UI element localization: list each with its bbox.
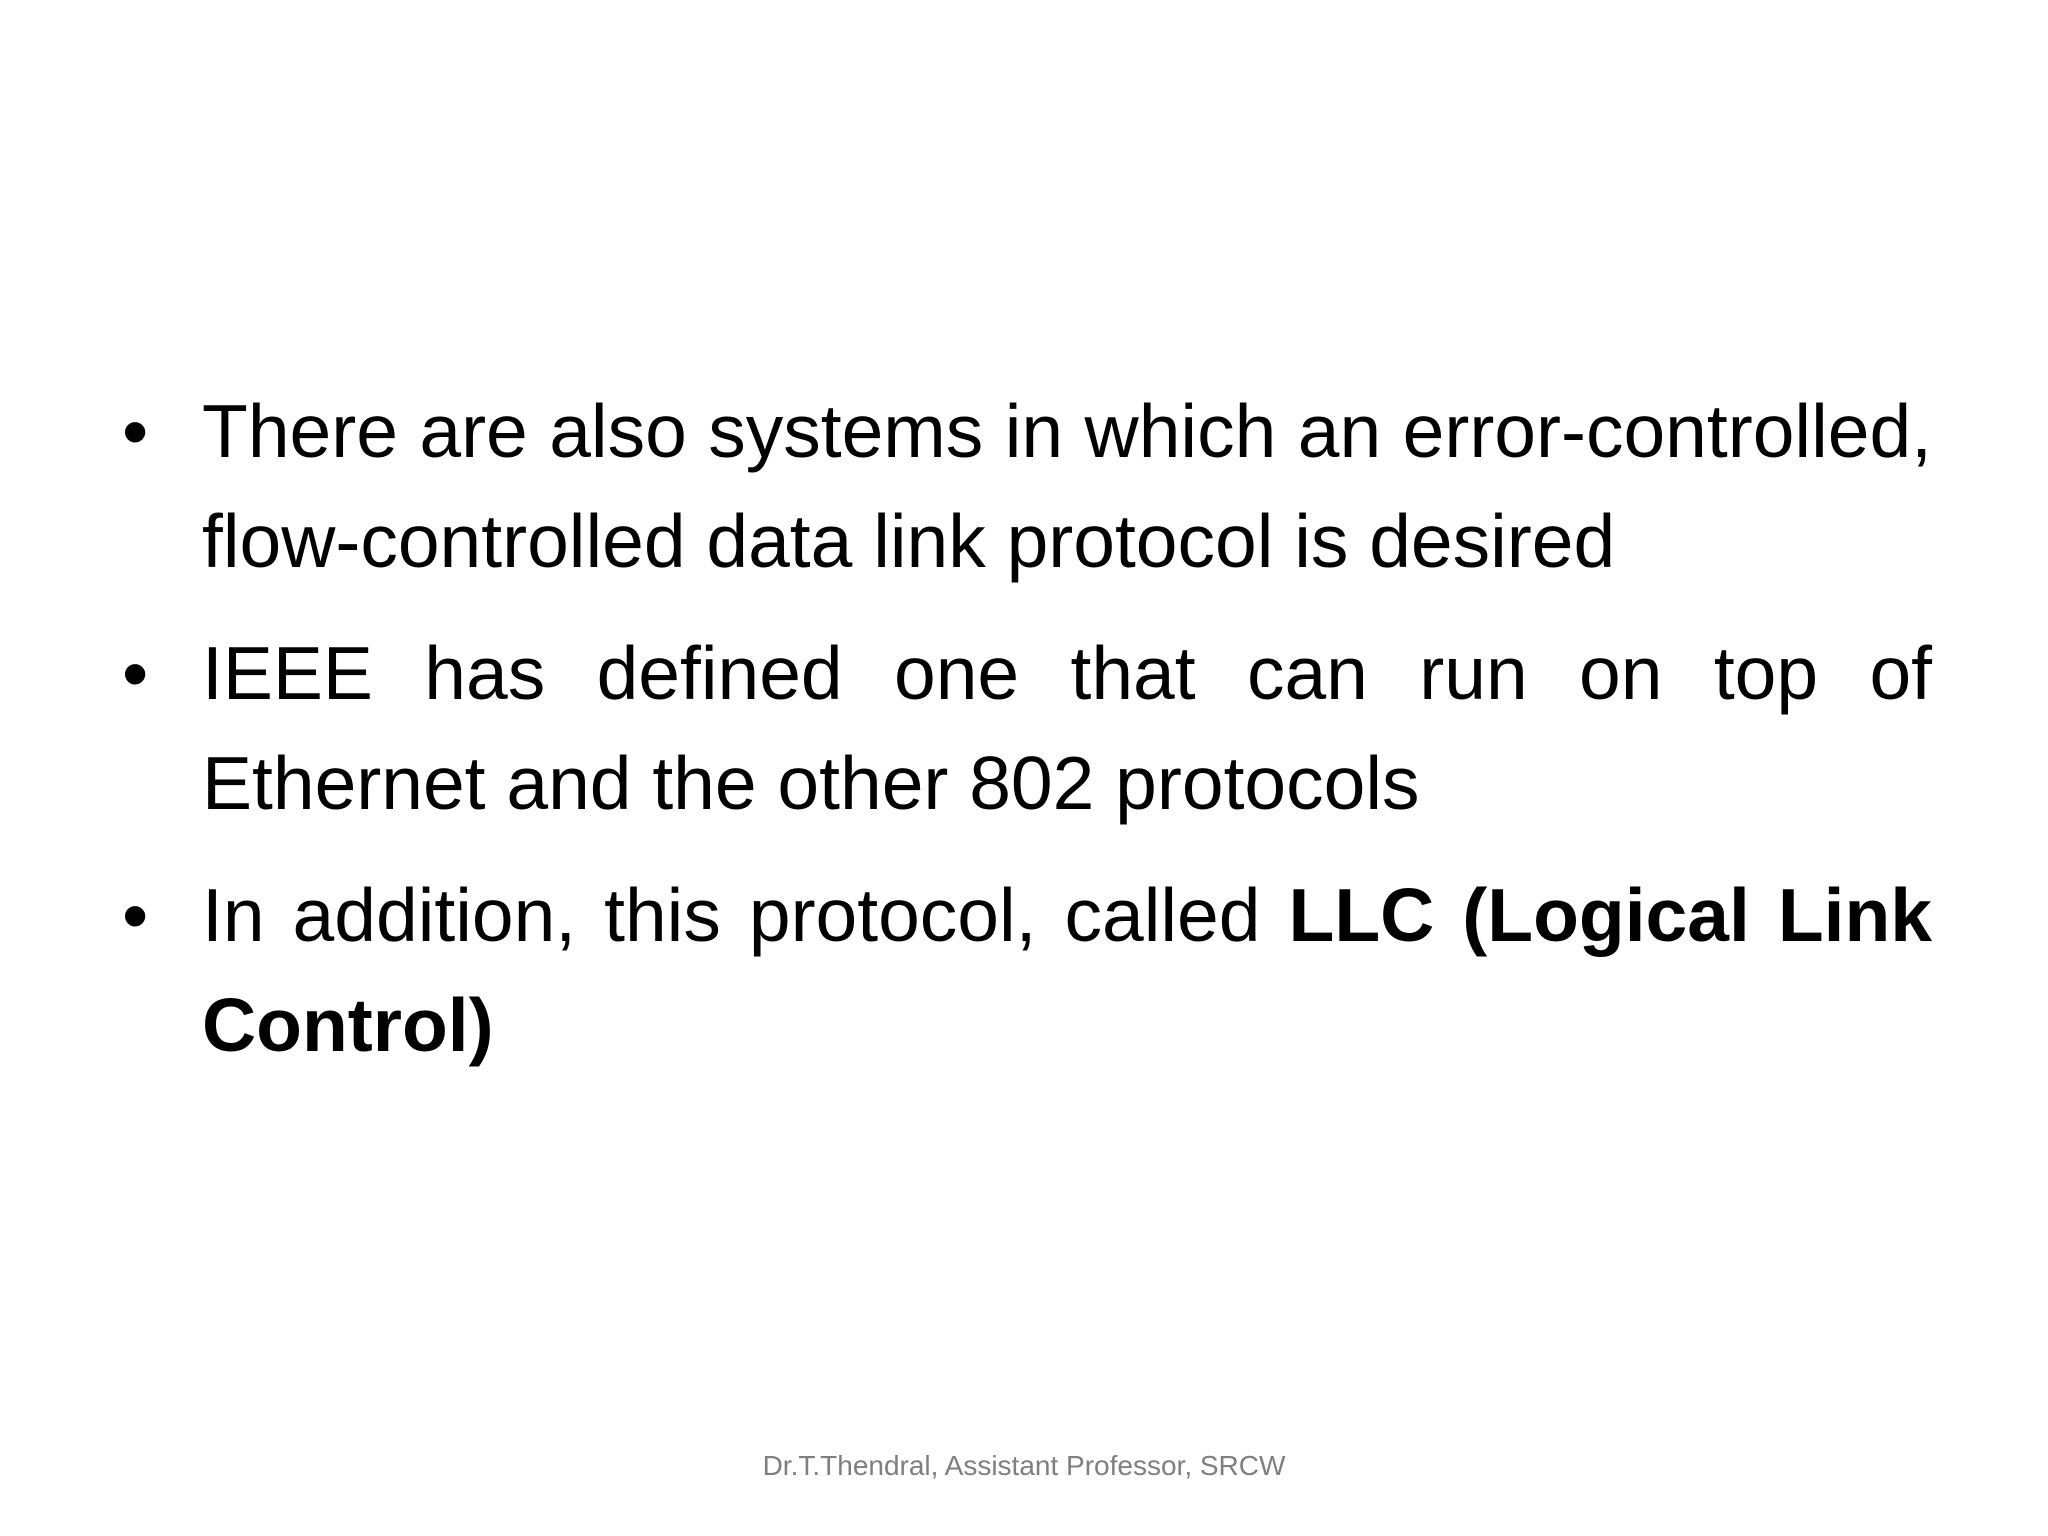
bullet-item-2 bbox=[122, 618, 1932, 838]
bullet-bold-term: LLC (Logical Link Control) bbox=[202, 873, 1932, 1067]
bullet-icon: • bbox=[122, 389, 149, 473]
footer-credit: Dr.T.Thendral, Assistant Professor, SRCW bbox=[762, 1450, 1286, 1481]
bullet-list bbox=[122, 376, 1932, 1102]
bullet-text: In addition, this protocol, called bbox=[202, 873, 1289, 957]
bullet-icon: • bbox=[122, 631, 149, 715]
bullet-text: There are also systems in which an error-controlled, flow-controlled data link protocol is desired bbox=[202, 389, 1932, 583]
bullet-icon: • bbox=[122, 873, 149, 957]
bullet-item-1 bbox=[122, 376, 1932, 596]
bullet-text: IEEE has defined one that can run on top of Ethernet and the other 802 protocols bbox=[202, 631, 1932, 825]
bullet-item-3 bbox=[122, 860, 1932, 1080]
